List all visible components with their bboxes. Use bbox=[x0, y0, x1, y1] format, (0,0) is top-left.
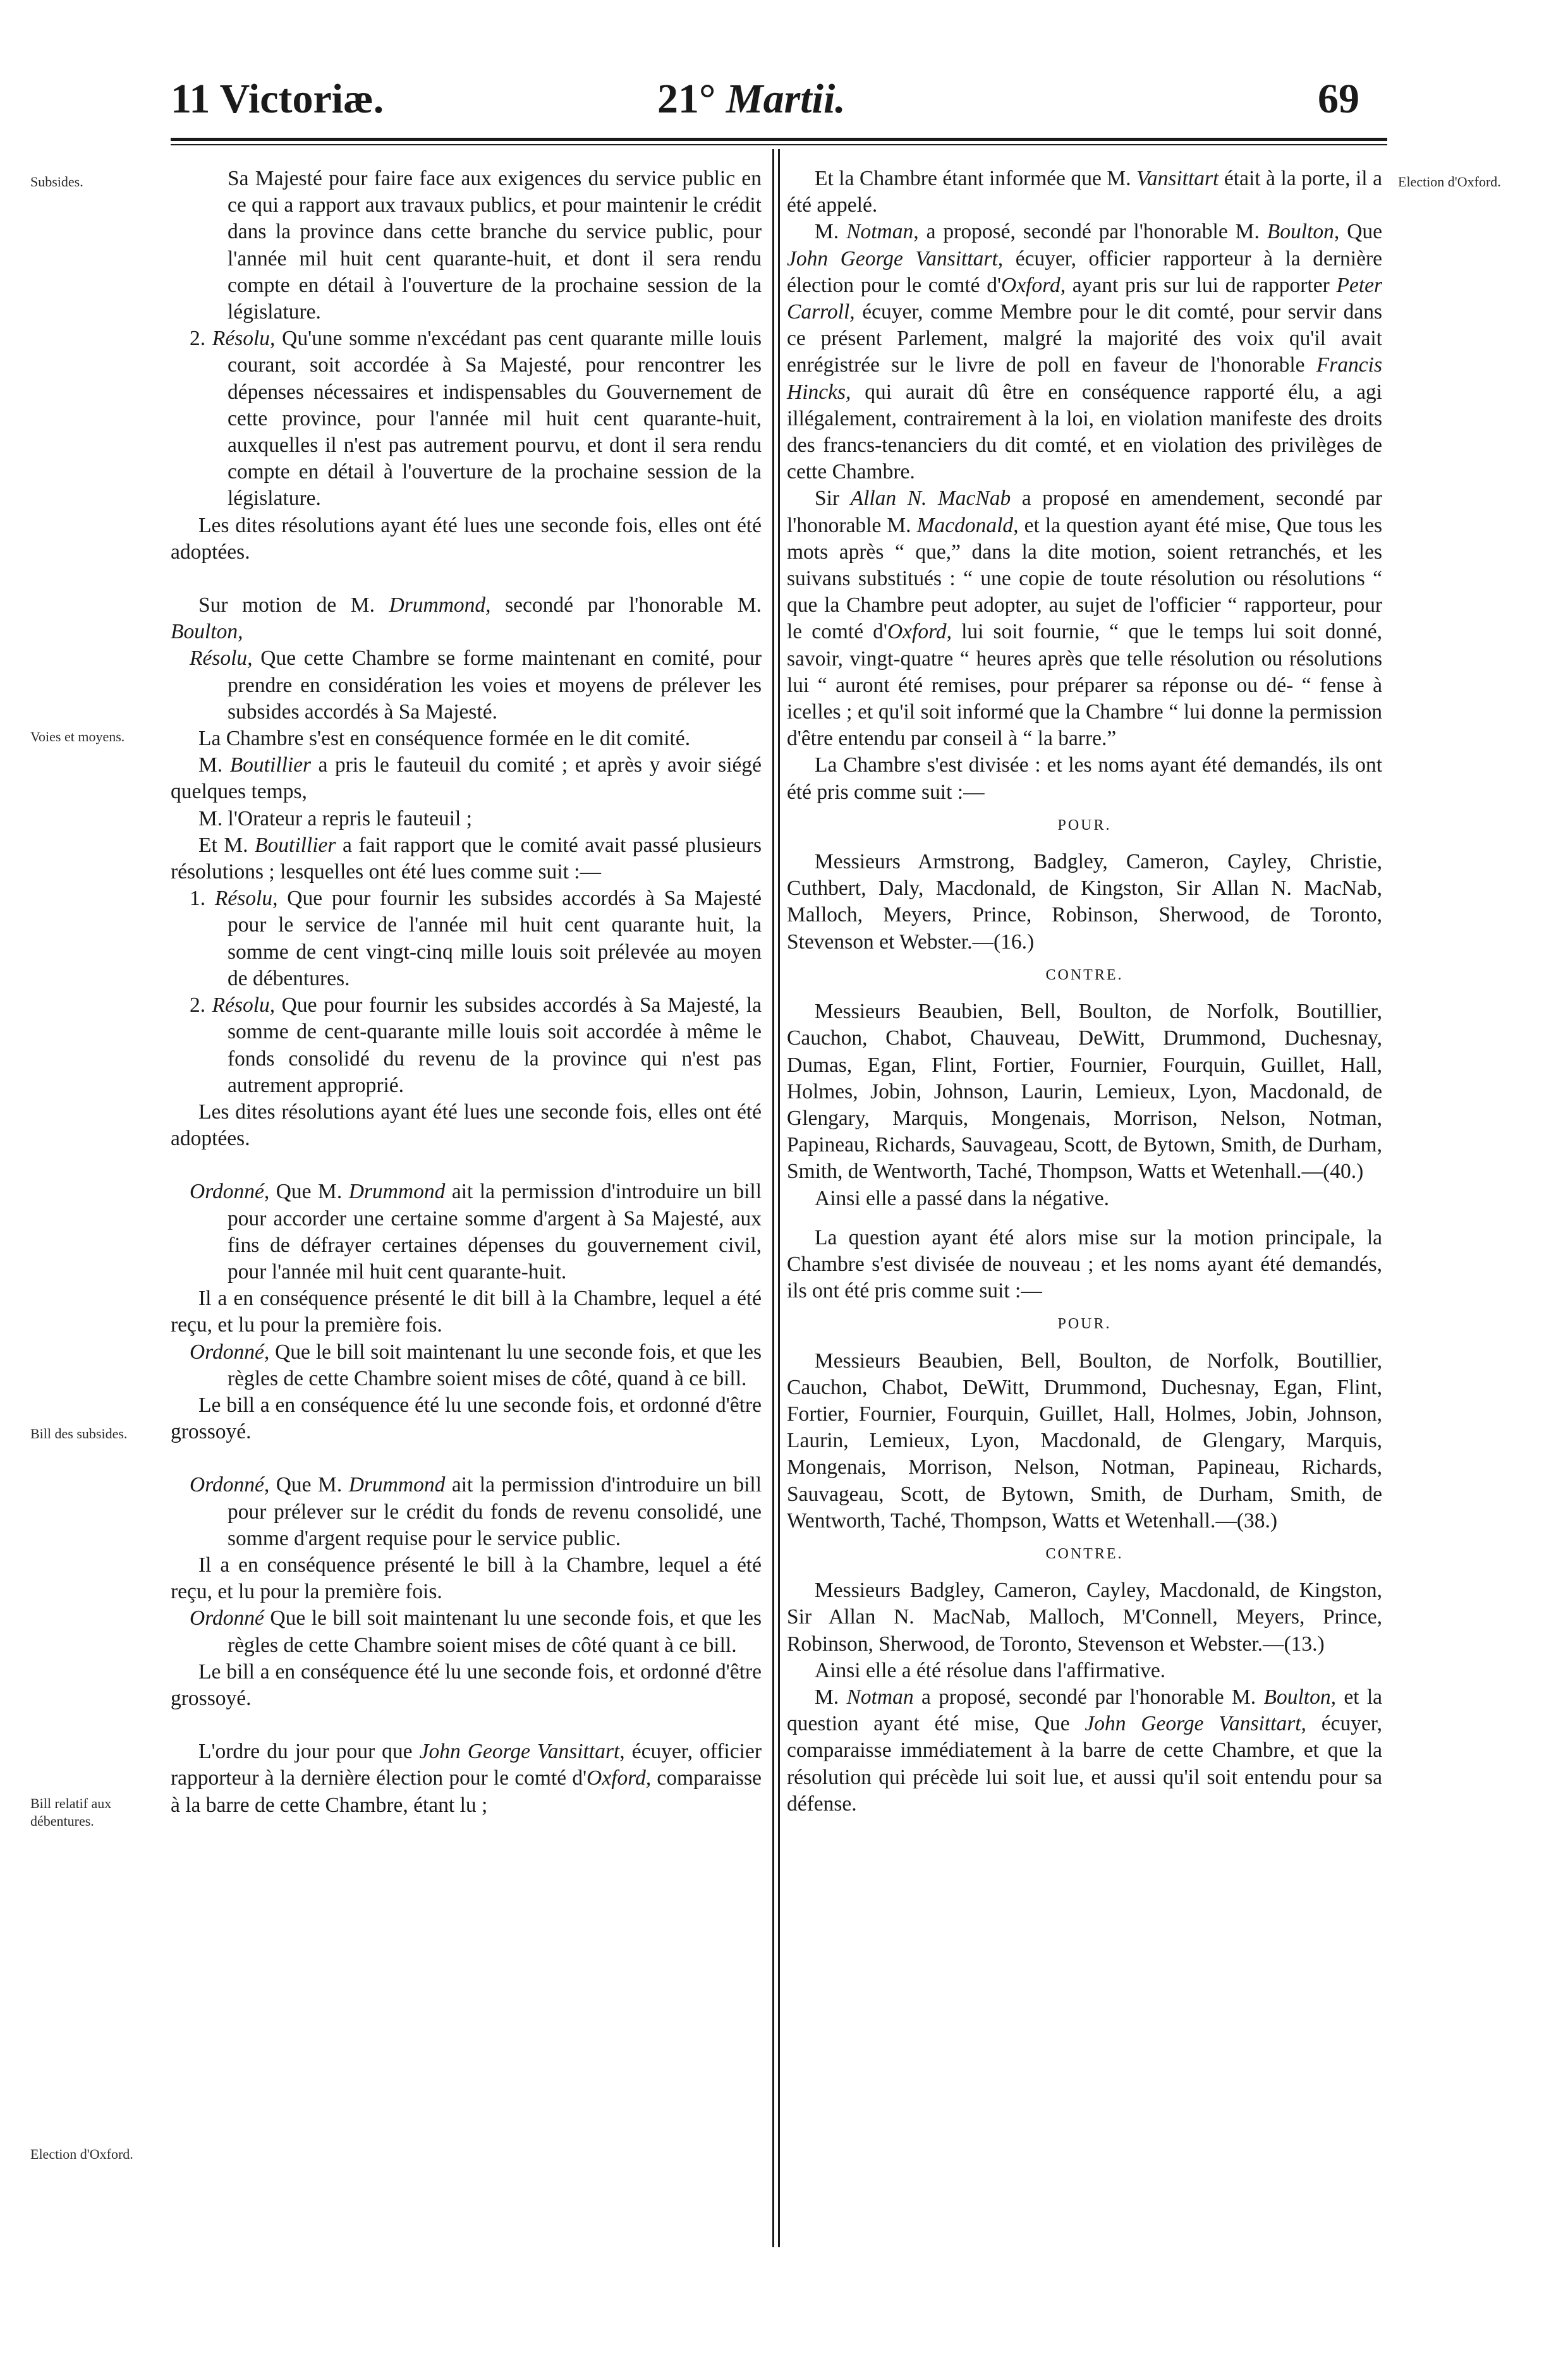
paragraph bbox=[787, 1684, 1382, 1818]
county-name: Oxford, bbox=[1001, 273, 1066, 297]
text: M. bbox=[198, 753, 223, 777]
text: ait la permission d'introduire un bill pour accorder une certaine somme d'argent à Sa Majesté, aux fins de défrayer certaines dépenses du gouvernement civil, pour l'année mil huit cent quarante-huit. bbox=[228, 1180, 762, 1284]
vote-names: Messieurs Beaubien, Bell, Boulton, de Norfolk, Boutillier, Cauchon, Chabot, DeWitt, Drummond, Duchesnay, Egan, Flint, Fortier, Fournier, Fourquin, Guillet, Hall, Holmes, Jobin, Johnson, Laurin, Lemieux, Lyon, Macdonald, de Glengary, Marquis, Mongenais, Morrison, Nelson, Notman, Papineau, Richards, Sauvageau, Scott, de Bytown, Smith, de Durham, Smith, de Wentworth, Taché, Thompson, Watts et Wetenhall.—(38.) bbox=[787, 1349, 1382, 1532]
paragraph: La Chambre s'est en conséquence formée en le dit comité. bbox=[198, 727, 691, 751]
column-divider bbox=[778, 149, 780, 2247]
text: a proposé en amendement, secondé par l'honorable M. bbox=[787, 487, 1383, 537]
vote-heading-pour: POUR. bbox=[1057, 816, 1112, 834]
member-name: Boulton, bbox=[1263, 1685, 1336, 1709]
member-name: Macdonald, bbox=[916, 513, 1019, 537]
text: Et la Chambre étant informée que M. bbox=[815, 167, 1131, 190]
county-name: Oxford, bbox=[586, 1766, 652, 1790]
margin-note-bill-debentures: Bill relatif aux débentures. bbox=[30, 1795, 112, 1829]
header-rule bbox=[171, 138, 1387, 141]
text: Que bbox=[1347, 220, 1383, 244]
text: a fait rapport que le comité avait passé plusieurs résolutions ; lesquelles ont été lues comme suit :— bbox=[171, 833, 762, 884]
item-number: 2. bbox=[190, 993, 206, 1017]
paragraph: Ainsi elle a été résolue dans l'affirmative. bbox=[815, 1658, 1166, 1682]
resolution bbox=[171, 885, 762, 992]
paragraph-text: Qu'une somme n'excédant pas cent quarante mille louis courant, soit accordée à Sa Majesté, pour rencontrer les dépenses nécessaires et indispensables du Gouvernement de cette province, pour l'année mil huit cent quarante-huit, auxquelles il n'est pas autrement pourvu, et dont il sera rendu compte en détail à l'ouverture de la prochaine session de la législature. bbox=[228, 327, 762, 511]
paragraph bbox=[171, 832, 762, 885]
resolution bbox=[171, 992, 762, 1099]
paragraph-text: Que pour fournir les subsides accordés à Sa Majesté pour le service de l'année mil huit cent quarante huit, la somme de cent vingt-cinq mille louis soit prélevée au moyen de débentures. bbox=[228, 887, 762, 990]
text: Et M. bbox=[198, 833, 248, 857]
paragraph bbox=[171, 752, 762, 805]
member-name: Boutillier bbox=[255, 833, 336, 857]
paragraph-text: Que pour fournir les subsides accordés à Sa Majesté, la somme de cent-quarante mille louis soit accordée à même le fonds consolidé du revenu de la province qui n'est pas autrement approprié. bbox=[228, 993, 762, 1097]
resolu: Résolu, bbox=[214, 887, 278, 911]
member-name: Notman bbox=[846, 1685, 914, 1709]
person-name: John George Vansittart, bbox=[787, 246, 1004, 270]
order bbox=[171, 1605, 762, 1658]
ordonne: Ordonné bbox=[190, 1606, 264, 1630]
vote-names: Messieurs Badgley, Cameron, Cayley, Macdonald, de Kingston, Sir Allan N. MacNab, Malloch, M'Connell, Meyers, Prince, Robinson, Sherwood, de Toronto, Stevenson et Webster.—(13.) bbox=[787, 1579, 1382, 1656]
text: a pris le fauteuil du comité ; et après y avoir siégé quelques temps, bbox=[171, 753, 762, 804]
text: secondé par l'honorable M. bbox=[505, 593, 762, 617]
text: écuyer, officier rapporteur à la dernière élection pour le comté d' bbox=[171, 1740, 762, 1790]
member-name: Boulton, bbox=[171, 620, 243, 644]
paragraph: Il a en conséquence présenté le dit bill à la Chambre, lequel a été reçu, et lu pour la première fois. bbox=[171, 1287, 762, 1337]
text: Que le bill soit maintenant lu une seconde fois, et que les règles de cette Chambre soient mises de côté quant à ce bill. bbox=[228, 1606, 762, 1657]
vote-names: Messieurs Armstrong, Badgley, Cameron, Cayley, Christie, Cuthbert, Daly, Macdonald, de Kingston, Sir Allan N. MacNab, Malloch, Meyers, Prince, Robinson, Sherwood, de Toronto, Stevenson et Webster.—(16.) bbox=[787, 850, 1382, 954]
resolu: Résolu, bbox=[212, 327, 276, 351]
vote-names: Messieurs Beaubien, Bell, Boulton, de Norfolk, Boutillier, Cauchon, Chabot, Chauveau, DeWitt, Drummond, Duchesnay, Dumas, Egan, Flint, Fortier, Fournier, Fourquin, Guillet, Hall, Holmes, Jobin, Johnson, Laurin, Lemieux, Lyon, Macdonald, de Glengary, Marquis, Mongenais, Morrison, Nelson, Notman, Papineau, Richards, Sauvageau, Scott, de Bytown, Smith, de Durham, Smith, de Wentworth, Taché, Thompson, Watts et Wetenhall.—(40.) bbox=[787, 1000, 1382, 1184]
paragraph bbox=[171, 645, 762, 725]
paragraph: Le bill a en conséquence été lu une seconde fois, et ordonné d'être grossoyé. bbox=[171, 1393, 762, 1444]
order bbox=[171, 1472, 762, 1552]
member-name: Drummond bbox=[348, 1180, 446, 1204]
text: a proposé, secondé par l'honorable M. bbox=[926, 220, 1260, 244]
text: ait la permission d'introduire un bill pour prélever sur le crédit du fonds de revenu consolidé, une somme d'argent requise pour le service public. bbox=[228, 1473, 762, 1550]
header-rule-thin bbox=[171, 144, 1387, 145]
vote-heading-pour: POUR. bbox=[1057, 1316, 1112, 1333]
running-head-left: 11 Victoriæ. bbox=[171, 76, 384, 122]
paragraph bbox=[171, 1739, 762, 1819]
text: Sir bbox=[815, 487, 840, 511]
date-day: 21° bbox=[657, 76, 716, 122]
text: qui aurait dû être en conséquence rapporté élu, a agi illégalement, contrairement à la loi, en violation manifeste des droits des francs-tenanciers du dit comté, et en violation des privilèges de cette Chambre. bbox=[787, 380, 1382, 484]
text: écuyer, comparaisse immédiatement à la barre de cette Chambre, et que la résolution qui précède lui soit lue, et aussi qu'il soit entendu pour sa défense. bbox=[787, 1712, 1382, 1816]
text: lui soit fournie, “ que le temps lui soit donné, savoir, vingt-quatre “ heures après que telle résolution ou résolutions lui “ auront été remises, pour préparer sa réponse ou dé- “ fense à icelles ; et qu'il soit informé que la Chambre “ lui donne la permission d'être entendu par conseil à “ la barre.” bbox=[787, 620, 1382, 751]
vote-heading-contre: CONTRE. bbox=[1045, 1545, 1124, 1562]
member-name: Drummond bbox=[348, 1473, 446, 1497]
text: ayant pris sur lui de rapporter bbox=[1072, 273, 1330, 297]
paragraph bbox=[787, 219, 1382, 485]
item-number: 1. bbox=[190, 887, 206, 911]
text: M. bbox=[815, 1685, 839, 1709]
member-name: Boulton, bbox=[1267, 220, 1340, 244]
vote-heading-contre: CONTRE. bbox=[1045, 966, 1124, 983]
column-divider bbox=[772, 149, 774, 2247]
person-name: John George Vansittart, bbox=[1085, 1712, 1306, 1736]
paragraph: Sa Majesté pour faire face aux exigences du service public en ce qui a rapport aux travaux publics, et pour maintenir le crédit dans la province dans cette branche du service public, pour l'année mil huit cent quarante-huit, et dont il sera rendu compte en détail à l'ouverture de la prochaine session de la législature. bbox=[228, 167, 762, 324]
paragraph: Les dites résolutions ayant été lues une seconde fois, elles ont été adoptées. bbox=[171, 1100, 762, 1151]
text: a proposé, secondé par l'honorable M. bbox=[921, 1685, 1256, 1709]
text: et la question ayant été mise, Que tous les mots après “ que,” dans la dite motion, soient retranchés, et les suivans substitués : “ une copie de toute résolution ou résolutions “ que la Chambre peut adopter, au sujet de l'officier “ rapporteur, pour le comté d' bbox=[787, 513, 1383, 644]
text: était à la porte, il a été appelé. bbox=[787, 167, 1383, 217]
paragraph bbox=[787, 485, 1382, 752]
margin-note-election: Election d'Oxford. bbox=[30, 2146, 133, 2162]
ordonne: Ordonné, bbox=[190, 1180, 270, 1204]
margin-note-subsides: Subsides. bbox=[30, 174, 83, 190]
running-head-date bbox=[657, 71, 846, 128]
person-name: Vansittart bbox=[1136, 167, 1219, 190]
resolu: Résolu, bbox=[212, 993, 276, 1017]
text: M. bbox=[815, 220, 839, 244]
margin-note-bill-subsides: Bill des subsides. bbox=[30, 1426, 128, 1441]
order bbox=[171, 1339, 762, 1392]
order bbox=[171, 1179, 762, 1285]
paragraph: Les dites résolutions ayant été lues une seconde fois, elles ont été adoptées. bbox=[171, 513, 762, 564]
paragraph: Le bill a en conséquence été lu une seconde fois, et ordonné d'être grossoyé. bbox=[171, 1660, 762, 1710]
member-name: Boutillier bbox=[229, 753, 312, 777]
resolu: Résolu, bbox=[190, 646, 253, 671]
paragraph bbox=[171, 592, 762, 645]
paragraph: Ainsi elle a passé dans la négative. bbox=[815, 1186, 1110, 1210]
text: écuyer, officier rapporteur à la dernière élection pour le comté d' bbox=[787, 246, 1383, 297]
person-name: John George Vansittart, bbox=[419, 1740, 625, 1764]
text: écuyer, comme Membre pour le dit comté, pour servir dans ce présent Parlement, malgré la majorité des voix qu'il avait enrégistrée sur le livre de poll en faveur de l'honorable bbox=[787, 300, 1383, 377]
county-name: Oxford, bbox=[887, 620, 952, 644]
page-number: 69 bbox=[1318, 76, 1359, 122]
margin-note-election: Election d'Oxford. bbox=[1398, 174, 1501, 190]
paragraph: Il a en conséquence présenté le bill à la Chambre, lequel a été reçu, et lu pour la première fois. bbox=[171, 1553, 762, 1604]
paragraph: La Chambre s'est divisée : et les noms ayant été demandés, ils ont été pris comme suit :— bbox=[787, 753, 1382, 804]
text: Que le bill soit maintenant lu une seconde fois, et que les règles de cette Chambre soient mises de côté, quand à ce bill. bbox=[228, 1340, 762, 1390]
member-name: Allan N. MacNab bbox=[850, 487, 1011, 511]
paragraph: La question ayant été alors mise sur la motion principale, la Chambre s'est divisée de nouveau ; et les noms ayant été demandés, ils ont été pris comme suit :— bbox=[787, 1225, 1382, 1303]
text: Que M. bbox=[276, 1473, 343, 1497]
paragraph bbox=[171, 325, 762, 512]
text: Que M. bbox=[276, 1180, 343, 1204]
paragraph: M. l'Orateur a repris le fauteuil ; bbox=[198, 806, 472, 830]
right-column bbox=[787, 166, 1382, 1818]
item-number: 2. bbox=[190, 327, 206, 351]
paragraph-text: Que cette Chambre se forme maintenant en comité, pour prendre en considération les voies et moyens de prélever les subsides accordés à Sa Majesté. bbox=[228, 646, 762, 724]
ordonne: Ordonné, bbox=[190, 1340, 270, 1364]
text: comparaisse à la barre de cette Chambre, étant lu ; bbox=[171, 1766, 762, 1817]
text: L'ordre du jour pour que bbox=[198, 1740, 413, 1764]
paragraph bbox=[787, 166, 1382, 219]
person-name: Francis Hincks, bbox=[787, 353, 1383, 404]
text: et la question ayant été mise, Que bbox=[787, 1685, 1383, 1736]
person-name: Peter Carroll, bbox=[787, 273, 1383, 324]
member-name: Notman, bbox=[846, 220, 919, 244]
member-name: Drummond, bbox=[389, 593, 491, 617]
date-month: Martii. bbox=[726, 76, 846, 122]
margin-note-voies: Voies et moyens. bbox=[30, 729, 125, 744]
left-column bbox=[171, 166, 762, 1819]
ordonne: Ordonné, bbox=[190, 1473, 270, 1497]
text: Sur motion de M. bbox=[198, 593, 375, 617]
